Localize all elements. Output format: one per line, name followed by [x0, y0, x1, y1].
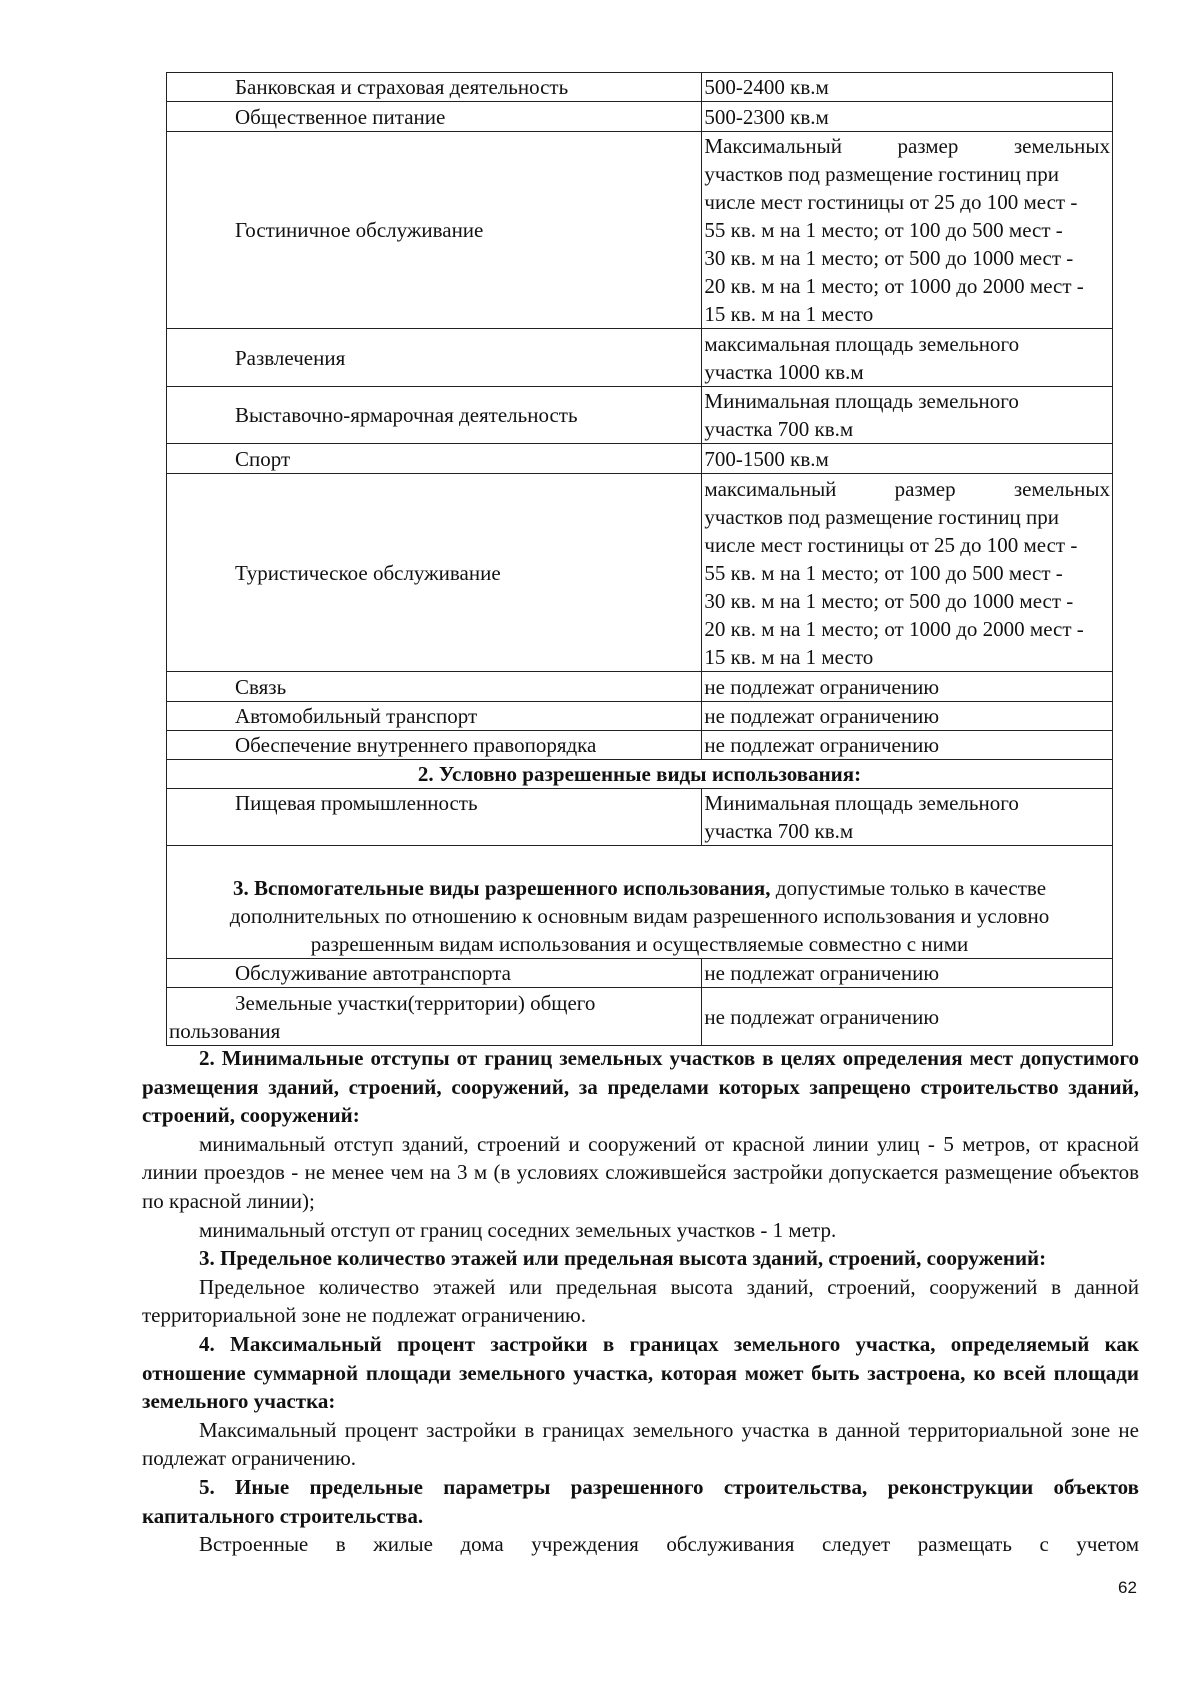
- parameter-cell: [702, 474, 1113, 672]
- use-type-cell: Общественное питание: [167, 102, 702, 132]
- section-header-row: [167, 846, 1113, 959]
- use-type-line: пользования: [169, 1018, 281, 1043]
- parameter-line: максимальная площадь земельного: [704, 331, 1020, 356]
- section-heading: 2. Минимальные отступы от границ земельных участков в целях определения мест допустимого размещения зданий, строений, сооружений, за пределами которых запрещено строительство зданий, строений, сооружений:: [142, 1046, 1139, 1128]
- parameter-line: участка 700 кв.м: [704, 417, 854, 441]
- use-type-cell: Пищевая промышленность: [167, 789, 702, 846]
- section-heading: 3. Предельное количество этажей или предельная высота зданий, строений, сооружений:: [199, 1246, 1047, 1271]
- use-type-cell: Автомобильный транспорт: [167, 702, 702, 731]
- use-type-cell: [167, 988, 702, 1046]
- parameter-cell: [702, 387, 1113, 444]
- parameter-line: числе мест гостиницы от 25 до 100 мест -: [704, 190, 1078, 214]
- paragraph: Встроенные в жилые дома учреждения обслуживания следует размещать с учетом: [199, 1532, 1139, 1557]
- table-row: [167, 731, 1113, 760]
- parameter-cell: [702, 329, 1113, 387]
- parameter-line: участков под размещение гостиниц при: [704, 504, 1059, 529]
- use-type-cell: Спорт: [167, 444, 702, 474]
- section-heading: 5. Иные предельные параметры разрешенного строительства, реконструкции объектов капитального строительства.: [142, 1474, 1139, 1528]
- parameter-cell: не подлежат ограничению: [702, 672, 1113, 702]
- parameter-line: 15 кв. м на 1 место: [704, 644, 874, 669]
- parameter-line: Минимальная площадь земельного: [704, 389, 1019, 413]
- table-row: [167, 132, 1113, 329]
- parameter-line: максимальный размер земельных: [704, 476, 1110, 501]
- section3-title-rest: допустимые только в качестве дополнительных по отношению к основным видам разрешенного использования и условно разрешенным видам использования и осуществляемые совместно с ними: [229, 876, 1050, 956]
- parameter-line: 20 кв. м на 1 место; от 1000 до 2000 мест -: [704, 274, 1084, 298]
- parameter-line: участка 700 кв.м: [704, 819, 854, 843]
- parameter-line: 55 кв. м на 1 место; от 100 до 500 мест -: [704, 560, 1063, 585]
- table-row: [167, 102, 1113, 132]
- parameter-cell: не подлежат ограничению: [702, 959, 1113, 988]
- table-row: [167, 672, 1113, 702]
- use-type-cell: Обслуживание автотранспорта: [167, 959, 702, 988]
- parameter-line: 15 кв. м на 1 место: [704, 302, 874, 326]
- page-number: 62: [1118, 1578, 1137, 1597]
- use-type-cell: Связь: [167, 672, 702, 702]
- table-row: [167, 959, 1113, 988]
- paragraph: минимальный отступ от границ соседних земельных участков - 1 метр.: [199, 1217, 837, 1242]
- parameter-line: участков под размещение гостиниц при: [704, 162, 1059, 186]
- parameter-cell: не подлежат ограничению: [702, 988, 1113, 1046]
- table-row: [167, 73, 1113, 102]
- use-type-cell: Выставочно-ярмарочная деятельность: [167, 387, 702, 444]
- section-heading: 4. Максимальный процент застройки в границах земельного участка, определяемый как отношение суммарной площади земельного участка, которая может быть застроена, ко всей площади земельного участка:: [142, 1331, 1139, 1414]
- use-type-line: Земельные участки(территории) общего: [235, 990, 596, 1015]
- parameter-cell: 700-1500 кв.м: [702, 444, 1113, 474]
- parameter-cell: 500-2300 кв.м: [702, 102, 1113, 132]
- section-header-row: [167, 760, 1113, 789]
- section3-title-bold: 3. Вспомогательные виды разрешенного использования,: [232, 876, 771, 900]
- parameter-line: Минимальная площадь земельного: [704, 791, 1019, 815]
- parameter-line: 55 кв. м на 1 место; от 100 до 500 мест -: [704, 218, 1063, 242]
- use-type-cell: Развлечения: [167, 329, 702, 387]
- land-use-table: [166, 72, 1113, 1046]
- parameter-cell: 500-2400 кв.м: [702, 73, 1113, 102]
- paragraph: Максимальный процент застройки в границах земельного участка в данной территориальной зоне не подлежат ограничению.: [142, 1417, 1139, 1471]
- parameter-cell: [702, 132, 1113, 329]
- parameter-line: 30 кв. м на 1 место; от 500 до 1000 мест -: [704, 588, 1074, 613]
- paragraph: минимальный отступ зданий, строений и сооружений от красной линии улиц - 5 метров, от красной линии проездов - не менее чем на 3 м (в условиях сложившейся застройки допускается размещение объектов по красной линии);: [142, 1131, 1139, 1213]
- table-row: [167, 329, 1113, 387]
- use-type-cell: Туристическое обслуживание: [167, 474, 702, 672]
- paragraph: Предельное количество этажей или предельная высота зданий, строений, сооружений в данной территориальной зоне не подлежат ограничению.: [142, 1274, 1139, 1328]
- use-type-cell: Обеспечение внутреннего правопорядка: [167, 731, 702, 760]
- parameter-cell: не подлежат ограничению: [702, 731, 1113, 760]
- section2-title: 2. Условно разрешенные виды использования:: [167, 760, 1113, 789]
- parameter-line: числе мест гостиницы от 25 до 100 мест -: [704, 532, 1078, 557]
- table-row: [167, 387, 1113, 444]
- use-type-cell: Банковская и страховая деятельность: [167, 73, 702, 102]
- table-row: [167, 702, 1113, 731]
- parameter-cell: [702, 789, 1113, 846]
- parameter-line: 20 кв. м на 1 место; от 1000 до 2000 мест -: [704, 616, 1084, 641]
- body-text: [142, 1044, 1139, 1559]
- table-row: [167, 988, 1113, 1046]
- parameter-line: участка 1000 кв.м: [704, 359, 864, 384]
- section3-title: [167, 846, 1113, 959]
- parameter-line: 30 кв. м на 1 место; от 500 до 1000 мест -: [704, 246, 1074, 270]
- parameter-line: Максимальный размер земельных: [704, 134, 1110, 158]
- table-row: [167, 474, 1113, 672]
- use-type-cell: Гостиничное обслуживание: [167, 132, 702, 329]
- table-row: [167, 789, 1113, 846]
- table-row: [167, 444, 1113, 474]
- parameter-cell: не подлежат ограничению: [702, 702, 1113, 731]
